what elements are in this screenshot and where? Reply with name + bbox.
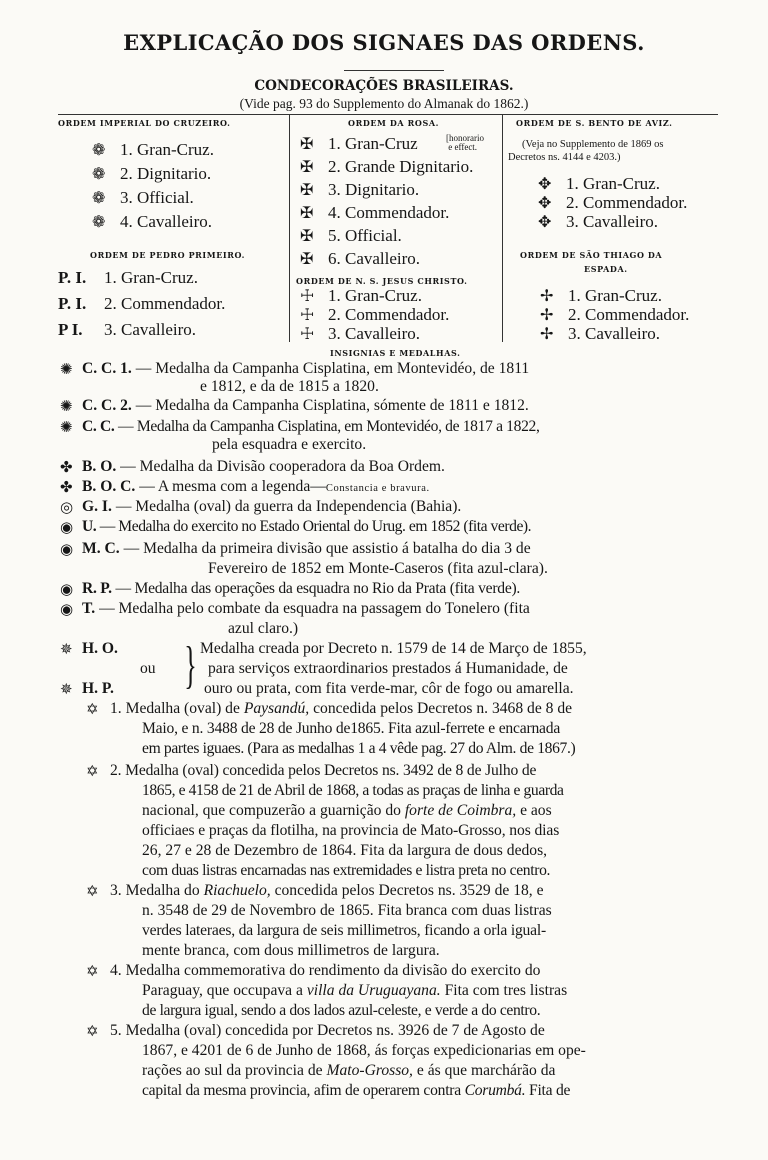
medal-line: mente branca, com dous millimetros de largura. <box>142 942 440 959</box>
medal-line: 5. Medalha (oval) concedida por Decretos ns. 3926 de 7 de Agosto de <box>110 1022 545 1039</box>
list-item: ✠ 6. Cavalleiro. <box>300 249 421 268</box>
medal-star-icon: ✺ <box>60 362 73 378</box>
christo-cross-icon: ☩ <box>300 288 315 305</box>
medal-line: 1. Medalha (oval) de Paysandú, concedida pelos Decretos n. 3468 de 8 de <box>110 700 573 717</box>
round-medal-icon: ◉ <box>60 520 74 536</box>
medal-line: M. C. — Medalha da primeira divisão que assistio á batalha do dia 3 de <box>82 540 531 557</box>
star-of-david-icon: ✡ <box>86 884 99 900</box>
title-underline <box>344 70 444 71</box>
medal-line: 3. Medalha do Riachuelo, concedida pelos Decretos ns. 3529 de 18, e <box>110 882 544 899</box>
list-item: ☩ 2. Commendador. <box>300 305 450 324</box>
list-item: ✠ 4. Commendador. <box>300 203 450 222</box>
medal-line: R. P. — Medalha das operações da esquadra no Rio da Prata (fita verde). <box>82 580 521 597</box>
order-header-christo: ORDEM DE N. S. JESUS CHRISTO. <box>296 276 468 286</box>
rosa-medal-icon: ✠ <box>300 251 314 268</box>
column-divider-1 <box>289 114 290 342</box>
rosa-medal-icon: ✠ <box>300 182 314 199</box>
order-header-rosa: ORDEM DA ROSA. <box>348 118 440 128</box>
round-medal-icon: ◉ <box>60 542 74 558</box>
list-item: ❁ 3. Official. <box>92 188 194 207</box>
medal-line: 4. Medalha commemorativa do rendimento da divisão do exercito do <box>110 962 541 979</box>
cross-icon: ✤ <box>60 480 73 496</box>
list-item: ☩ 3. Cavalleiro. <box>300 324 421 343</box>
list-item: P I. 3. Cavalleiro. <box>58 320 197 339</box>
medal-line: B. O. — Medalha da Divisão cooperadora da Boa Ordem. <box>82 458 445 475</box>
round-medal-icon: ◉ <box>60 582 74 598</box>
medal-line: C. C. 1. — Medalha da Campanha Cisplatina, em Montevidéo, de 1811 <box>82 360 530 377</box>
star-of-david-icon: ✡ <box>86 764 99 780</box>
rosa-medal-icon: ✠ <box>300 205 314 222</box>
list-item: P. I. 2. Commendador. <box>58 294 226 313</box>
honorario-note: [honorario e effect. <box>446 133 484 152</box>
list-item: ✢ 2. Commendador. <box>540 305 690 324</box>
order-header-thiago: ESPADA. <box>584 264 628 274</box>
cruzeiro-medal-icon: ❁ <box>92 166 106 183</box>
medal-line: H. O. <box>82 640 118 657</box>
insignias-header: INSIGNIAS E MEDALHAS. <box>330 348 461 358</box>
medal-line: para serviços extraordinarios prestados á Humanidade, de <box>208 660 568 677</box>
christo-cross-icon: ☩ <box>300 326 315 343</box>
aviz-cross-icon: ✥ <box>538 214 552 231</box>
medal-line: com duas listras encarnadas nas extremidades e listra preta no centro. <box>142 862 551 879</box>
medal-line: 26, 27 e 28 de Dezembro de 1864. Fita da largura de dous dedos, <box>142 842 548 859</box>
medal-line: n. 3548 de 29 de Novembro de 1865. Fita branca com duas listras <box>142 902 552 919</box>
medal-line: capital da mesma provincia, afim de operarem contra Corumbá. Fita de <box>142 1082 571 1099</box>
star-of-david-icon: ✡ <box>86 702 99 718</box>
list-item: ❁ 4. Cavalleiro. <box>92 212 213 231</box>
thiago-cross-icon: ✢ <box>540 307 554 324</box>
order-header-cruzeiro: ORDEM IMPERIAL DO CRUZEIRO. <box>58 118 231 128</box>
order-header-thiago: ORDEM DE SÃO THIAGO DA <box>520 250 663 260</box>
cruzeiro-medal-icon: ❁ <box>92 214 106 231</box>
medal-line: Medalha creada por Decreto n. 1579 de 14 de Março de 1855, <box>200 640 587 657</box>
medal-line: em partes iguaes. (Para as medalhas 1 a 4 vêde pag. 27 do Alm. de 1867.) <box>142 740 576 757</box>
brace: } <box>184 637 197 694</box>
medal-line: 1865, e 4158 de 21 de Abril de 1868, a todas as praças de linha e guarda <box>142 782 564 799</box>
christo-cross-icon: ☩ <box>300 307 315 324</box>
list-item: ☩ 1. Gran-Cruz. <box>300 286 422 305</box>
section-subtitle: CONDECORAÇÕES BRASILEIRAS. <box>254 78 514 94</box>
thiago-cross-icon: ✢ <box>540 326 554 343</box>
list-item: ✢ 3. Cavalleiro. <box>540 324 661 343</box>
cruzeiro-medal-icon: ❁ <box>92 190 106 207</box>
humanity-star-icon: ✵ <box>60 642 73 658</box>
medal-line: C. C. 2. — Medalha da Campanha Cisplatina, sómente de 1811 e 1812. <box>82 397 529 414</box>
round-medal-icon: ◉ <box>60 602 74 618</box>
medal-line: Paraguay, que occupava a villa da Uruguayana. Fita com tres listras <box>142 982 568 999</box>
list-item: ✢ 1. Gran-Cruz. <box>540 286 662 305</box>
list-item: P. I. 1. Gran-Cruz. <box>58 268 198 287</box>
list-item: ✠ 2. Grande Dignitario. <box>300 157 474 176</box>
thiago-cross-icon: ✢ <box>540 288 554 305</box>
medal-star-icon: ✺ <box>60 420 73 436</box>
medal-line: T. — Medalha pelo combate da esquadra na passagem do Tonelero (fita <box>82 600 530 617</box>
medal-line: pela esquadra e exercito. <box>212 436 367 453</box>
list-item: ✠ 5. Official. <box>300 226 402 245</box>
list-item: ✥ 2. Commendador. <box>538 193 688 212</box>
list-item: ✠ 1. Gran-Cruz <box>300 134 418 153</box>
medal-line: Fevereiro de 1852 em Monte-Caseros (fita azul-clara). <box>208 560 548 577</box>
order-header-pedro: ORDEM DE PEDRO PRIMEIRO. <box>90 250 246 260</box>
list-item: ❁ 2. Dignitario. <box>92 164 212 183</box>
rosa-medal-icon: ✠ <box>300 136 314 153</box>
medal-line: ou <box>140 660 156 677</box>
medal-line: officiaes e praças da flotilha, na provincia de Mato-Grosso, nos dias <box>142 822 560 839</box>
list-item: ✥ 3. Cavalleiro. <box>538 212 659 231</box>
rosa-medal-icon: ✠ <box>300 159 314 176</box>
list-item: ✠ 3. Dignitario. <box>300 180 420 199</box>
medal-line: nacional, que compuzerão a guarnição do forte de Coimbra, e aos <box>142 802 552 819</box>
medal-star-icon: ✺ <box>60 399 73 415</box>
aviz-note: (Veja no Supplemento de 1869 os <box>522 139 664 150</box>
medal-line: G. I. — Medalha (oval) da guerra da Independencia (Bahia). <box>82 498 462 515</box>
medal-line: Maio, e n. 3488 de 28 de Junho de1865. Fita azul-ferrete e encarnada <box>142 720 561 737</box>
cross-icon: ✤ <box>60 460 73 476</box>
medal-line: de largura igual, sendo a dos lados azul-celeste, e verde a do centro. <box>142 1002 541 1019</box>
medal-line: verdes lateraes, da largura de seis millimetros, ficando a orla igual- <box>142 922 546 939</box>
reference-note: (Vide pag. 93 do Supplemento do Almanak do 1862.) <box>239 96 529 111</box>
cruzeiro-medal-icon: ❁ <box>92 142 106 159</box>
aviz-cross-icon: ✥ <box>538 195 552 212</box>
medal-line: azul claro.) <box>228 620 299 637</box>
humanity-star-icon: ✵ <box>60 682 73 698</box>
aviz-note: Decretos ns. 4144 e 4203.) <box>508 152 621 163</box>
star-of-david-icon: ✡ <box>86 964 99 980</box>
medal-line: U. — Medalha do exercito no Estado Oriental do Urug. em 1852 (fita verde). <box>82 518 532 535</box>
column-divider-2 <box>502 114 503 342</box>
medal-line: B. O. C. — A mesma com a legenda—Constancia e bravura. <box>82 478 430 495</box>
rosa-medal-icon: ✠ <box>300 228 314 245</box>
medal-line: H. P. <box>82 680 114 697</box>
order-header-aviz: ORDEM DE S. BENTO DE AVIZ. <box>516 118 673 128</box>
medal-line: 1867, e 4201 de 6 de Junho de 1868, ás forças expedicionarias em ope- <box>142 1042 586 1059</box>
medal-line: C. C. — Medalha da Campanha Cisplatina, em Montevidéo, de 1817 a 1822, <box>82 418 540 435</box>
star-of-david-icon: ✡ <box>86 1024 99 1040</box>
medal-line: rações ao sul da provincia de Mato-Grosso, e ás que marchárão da <box>142 1062 556 1079</box>
header-rule <box>58 114 718 115</box>
medal-line: ouro ou prata, com fita verde-mar, côr de fogo ou amarella. <box>204 680 574 697</box>
medal-line: 2. Medalha (oval) concedida pelos Decretos ns. 3492 de 8 de Julho de <box>110 762 537 779</box>
page-title: EXPLICAÇÃO DOS SIGNAES DAS ORDENS. <box>123 30 645 55</box>
aviz-cross-icon: ✥ <box>538 176 552 193</box>
round-medal-icon: ◎ <box>60 500 74 516</box>
medal-line: e 1812, e da de 1815 a 1820. <box>200 378 379 395</box>
list-item: ✥ 1. Gran-Cruz. <box>538 174 660 193</box>
list-item: ❁ 1. Gran-Cruz. <box>92 140 214 159</box>
